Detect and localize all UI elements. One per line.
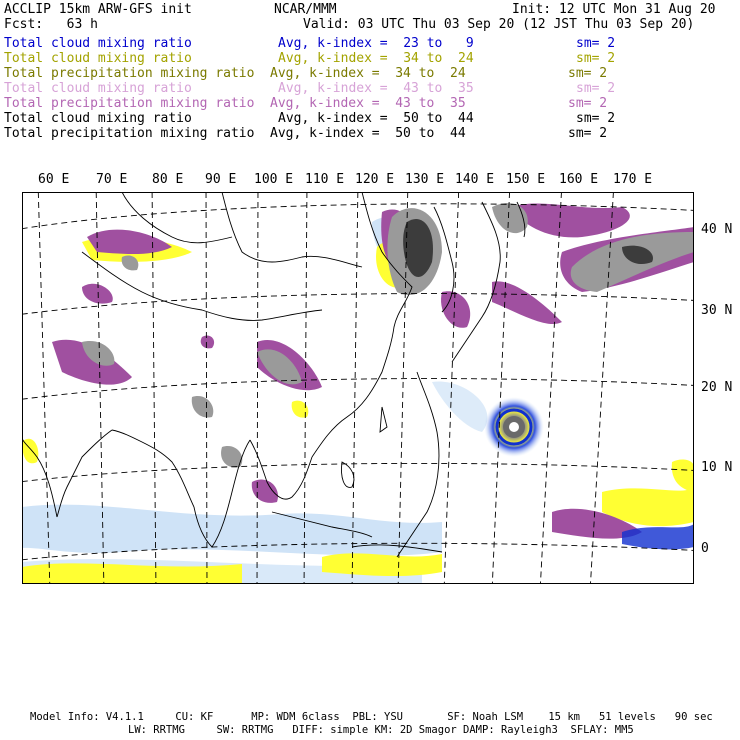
field-5-name: Total precipitation mixing ratio bbox=[4, 96, 255, 111]
model-info-line1: Model Info: V4.1.1 CU: KF MP: WDM 6class PBL: YSU SF: Noah LSM 15 km 51 levels 90 sec bbox=[30, 711, 713, 723]
field-5-avg: Avg, k-index = 43 to 35 bbox=[270, 96, 466, 111]
field-3-sm: sm= 2 bbox=[568, 66, 608, 81]
model-info-line2: LW: RRTMG SW: RRTMG DIFF: simple KM: 2D Smagor DAMP: Rayleigh3 SFLAY: MM5 bbox=[128, 724, 634, 736]
lat-label: 10 N bbox=[701, 460, 733, 475]
valid-time: Valid: 03 UTC Thu 03 Sep 20 (12 JST Thu 03 Sep 20) bbox=[303, 17, 695, 32]
lon-label: 130 E bbox=[405, 172, 445, 187]
lat-label: 20 N bbox=[701, 380, 733, 395]
field-7-name: Total precipitation mixing ratio bbox=[4, 126, 255, 141]
field-4-avg: Avg, k-index = 43 to 35 bbox=[278, 81, 474, 96]
init-time: Init: 12 UTC Mon 31 Aug 20 bbox=[512, 2, 716, 17]
lon-label: 150 E bbox=[506, 172, 546, 187]
field-6-sm: sm= 2 bbox=[576, 111, 616, 126]
lon-label: 70 E bbox=[96, 172, 128, 187]
lon-label: 110 E bbox=[305, 172, 345, 187]
typhoon-system bbox=[484, 397, 544, 457]
plot-title: ACCLIP 15km ARW-GFS init bbox=[4, 2, 192, 17]
lat-label: 30 N bbox=[701, 303, 733, 318]
field-1-sm: sm= 2 bbox=[576, 36, 616, 51]
field-1-avg: Avg, k-index = 23 to 9 bbox=[278, 36, 474, 51]
field-3-name: Total precipitation mixing ratio bbox=[4, 66, 255, 81]
field-4-sm: sm= 2 bbox=[576, 81, 616, 96]
organization-label: NCAR/MMM bbox=[274, 2, 337, 17]
lat-label: 0 bbox=[701, 541, 709, 556]
lon-label: 170 E bbox=[613, 172, 653, 187]
lon-label: 160 E bbox=[559, 172, 599, 187]
lon-label: 140 E bbox=[455, 172, 495, 187]
lon-label: 120 E bbox=[355, 172, 395, 187]
lat-label: 40 N bbox=[701, 222, 733, 237]
field-7-sm: sm= 2 bbox=[568, 126, 608, 141]
field-2-avg: Avg, k-index = 34 to 24 bbox=[278, 51, 474, 66]
lon-label: 90 E bbox=[205, 172, 237, 187]
field-2-sm: sm= 2 bbox=[576, 51, 616, 66]
field-6-avg: Avg, k-index = 50 to 44 bbox=[278, 111, 474, 126]
field-2-name: Total cloud mixing ratio bbox=[4, 51, 192, 66]
field-4-name: Total cloud mixing ratio bbox=[4, 81, 192, 96]
field-5-sm: sm= 2 bbox=[568, 96, 608, 111]
field-1-name: Total cloud mixing ratio bbox=[4, 36, 192, 51]
field-3-avg: Avg, k-index = 34 to 24 bbox=[270, 66, 466, 81]
field-7-avg: Avg, k-index = 50 to 44 bbox=[270, 126, 466, 141]
lon-label: 100 E bbox=[254, 172, 294, 187]
map-panel bbox=[22, 192, 694, 584]
lon-label: 80 E bbox=[152, 172, 184, 187]
forecast-hour: Fcst: 63 h bbox=[4, 17, 98, 32]
lon-label: 60 E bbox=[38, 172, 70, 187]
field-6-name: Total cloud mixing ratio bbox=[4, 111, 192, 126]
